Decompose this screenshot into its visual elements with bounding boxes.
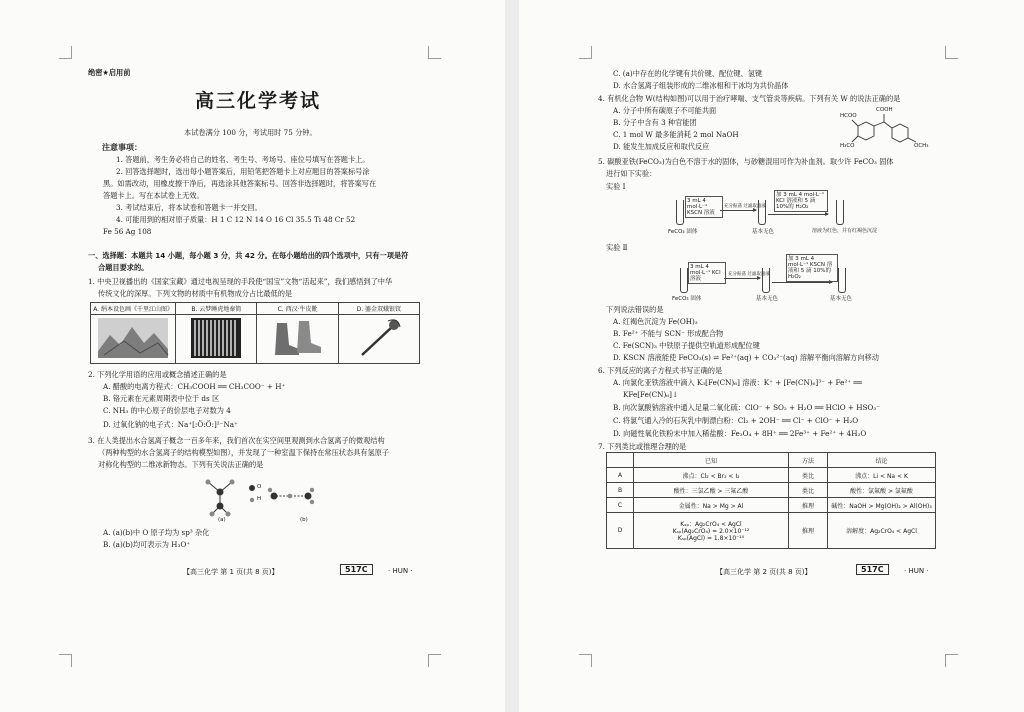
- landscape-painting-image: [91, 315, 176, 364]
- table-cell: 酸性：氯氟酸 > 氯氟酸: [828, 483, 936, 498]
- experiment-2-label: 实验 Ⅱ: [606, 243, 628, 252]
- crop-mark: [945, 654, 958, 667]
- exp2-reagent-2: 加 3 mL 4 mol·L⁻¹ KSCN 溶液和 5 滴 10%的 H₂O₂: [786, 254, 838, 282]
- table-cell: 金属性：Na > Mg > Al: [634, 498, 789, 513]
- section-1-heading-cont: 合题目要求的。: [98, 263, 149, 272]
- footer-page-info: 【高三化学 第 1 页(共 8 页)】: [183, 568, 279, 576]
- option-b-label: B. 云梦睡虎地秦简: [176, 303, 257, 315]
- question-6-option-a: A. 向氯化亚铁溶液中滴入 K₃[Fe(CN)₆] 溶液：K⁺ + [Fe(CN)₆]³⁻ + Fe²⁺ ══: [613, 378, 862, 387]
- option-c-label: C. 西汉·牛皮靴: [257, 303, 338, 315]
- question-4-option-b: B. 分子中含有 3 种官能团: [613, 118, 697, 127]
- table-cell: 沸点：Cl₂ < Br₂ < I₂: [634, 468, 789, 483]
- question-1: 1. 中央卫视播出的《国家宝藏》通过电视呈现的手段使“国宝”文物“活起来”，我们感悟到了中华: [88, 277, 393, 286]
- question-5-option-d: D. KSCN 溶液能使 FeCO₃(s) ⇌ Fe²⁺(aq) + CO₃²⁻(aq) 溶解平衡向溶解方向移动: [613, 353, 879, 362]
- intro-text: 本试卷满分 100 分，考试用时 75 分钟。: [184, 128, 317, 137]
- question-5-option-c: C. Fe(SCN)₃ 中铁原子提供空轨道形成配位键: [613, 341, 760, 350]
- footer-code-text: 517C: [856, 564, 889, 575]
- question-7: 7. 下列类比或推理合理的是: [598, 442, 687, 451]
- question-5-option-b: B. Fe²⁺ 不能与 SCN⁻ 形成配合物: [613, 329, 724, 338]
- table-row: [607, 498, 936, 513]
- exp2-arrow: [724, 278, 760, 279]
- test-tube: [838, 268, 846, 293]
- table-cell: 沸点：Li < Na < K: [828, 468, 936, 483]
- crop-mark: [428, 46, 441, 59]
- question-1-options-table: [90, 302, 420, 364]
- table-cell-multi: [634, 513, 789, 549]
- question-2-option-d: D. 过氧化钠的电子式：Na⁺[:Ö:Ö:]²⁻Na⁺: [103, 420, 238, 429]
- exp1-arrow: [720, 210, 756, 211]
- table-cell: A: [607, 468, 634, 483]
- figure-b-label: (b): [300, 517, 308, 523]
- crop-mark: [59, 46, 72, 59]
- experiment-1-label: 实验 Ⅰ: [606, 182, 626, 191]
- table-cell: B: [607, 483, 634, 498]
- exp1-reagent-1: 3 mL 4 mol·L⁻¹ KSCN 溶液: [685, 196, 723, 218]
- question-1-cont: 传统文化的深厚。下列文物的材质中有机物成分占比最低的是: [98, 289, 293, 298]
- question-5-option-a: A. 红褐色沉淀为 Fe(OH)₃: [613, 317, 698, 326]
- hydronium-structure-diagram: [190, 472, 340, 524]
- notice-2: 2. 回答选择题时，选出每小题答案后，用铅笔把答题卡上对应题目的答案标号涂: [116, 167, 370, 176]
- table-cell: 碱性：NaOH > Mg(OH)₂ > Al(OH)₃: [828, 498, 936, 513]
- crop-mark: [59, 654, 72, 667]
- exam-page-1: [0, 0, 505, 712]
- question-6-option-c: C. 将氯气通入冷的石灰乳中制漂白粉：Cl₂ + 2OH⁻ ══ Cl⁻ + ClO⁻ + H₂O: [613, 416, 859, 425]
- table-cell: 酸性：三氯乙酸 > 三氟乙酸: [634, 483, 789, 498]
- cooh-group: COOH: [876, 107, 893, 113]
- question-3-option-b: B. (a)(b)均可表示为 H₃O⁺: [103, 540, 191, 549]
- table-row: [607, 468, 936, 483]
- exp2-label-colorless: 基本无色: [756, 296, 779, 302]
- table-header-row: [607, 453, 936, 468]
- notice-heading: 注意事项：: [102, 143, 142, 152]
- table-row: [607, 513, 936, 549]
- question-2: 2. 下列化学用语的应用或概念描述正确的是: [88, 370, 227, 379]
- table-header: 结论: [828, 453, 936, 468]
- crop-mark: [579, 46, 592, 59]
- table-header: 方法: [789, 453, 828, 468]
- question-3-option-d: D. 水合氢离子组装形成的二维冰相和干冰均为共价晶体: [613, 81, 789, 90]
- test-tube: [680, 268, 688, 293]
- question-3-cont: （两种构型的水合氢离子的结构模型如图），并发现了一种室温下保持在常压状态具有氢原子: [98, 448, 390, 457]
- table-cell-line: Kₛₚ：Ag₂CrO₄ < AgCl: [680, 521, 742, 528]
- notice-2-cont: 答题卡上。写在本试卷上无效。: [103, 191, 204, 200]
- legend-hydrogen: H: [257, 496, 262, 502]
- secret-label: 绝密★启用前: [88, 68, 131, 77]
- crop-mark: [579, 654, 592, 667]
- exam-title: 高三化学考试: [195, 90, 322, 112]
- question-3-option-c: C. (a)中存在的化学键有共价键、配位键、氢键: [613, 69, 763, 78]
- exp2-label-solid: FeCO₃ 固体: [672, 296, 702, 302]
- och3-group: OCH₃: [914, 143, 929, 149]
- question-6-option-b: B. 向次氯酸钠溶液中通入足量二氧化硫：ClO⁻ + SO₂ + H₂O ══ HClO + HSO₃⁻: [613, 403, 880, 412]
- question-6-option-a-cont: KFe[Fe(CN)₆]↓: [623, 390, 678, 399]
- table-cell: 类比: [789, 468, 828, 483]
- exp1-label-colorless: 基本无色: [752, 229, 775, 235]
- test-tube: [676, 200, 684, 225]
- notice-4-cont: Fe 56 Ag 108: [103, 227, 152, 236]
- h3co-group: H₃CO: [840, 143, 855, 149]
- exp1-label-solid: FeCO₃ 固体: [668, 229, 698, 235]
- footer-region: · HUN ·: [388, 567, 413, 575]
- footer-code-text: 517C: [340, 564, 373, 575]
- table-cell-line: Kₛₚ(AgCl) = 1.8×10⁻¹⁰: [677, 535, 745, 542]
- question-3-cont: 对称化构型的二维冰新物态。下列有关说法正确的是: [98, 460, 264, 469]
- exp1-reagent-2: 加 3 mL 4 mol·L⁻¹ KCl 溶液和 5 滴 10%的 H₂O₂: [774, 190, 828, 212]
- question-5-stem: 下列说法错误的是: [606, 305, 664, 314]
- question-4-option-d: D. 能发生加成反应和取代反应: [613, 142, 710, 151]
- table-cell: 推理: [789, 498, 828, 513]
- question-4-option-a: A. 分子中所有碳原子不可能共面: [613, 106, 717, 115]
- question-2-option-c: C. NH₃ 的中心原子的价层电子对数为 4: [103, 406, 231, 415]
- footer-code: [340, 565, 373, 574]
- option-d-label: D. 鎏金双蛾银钗: [338, 303, 419, 315]
- legend-oxygen: O: [257, 484, 262, 490]
- hcoo-group: HCOO: [840, 113, 857, 119]
- table-cell-line: Kₛₚ(Ag₂CrO₄) = 2.0×10⁻¹²: [672, 528, 750, 535]
- table-header: [607, 453, 634, 468]
- footer-code: [856, 565, 889, 574]
- table-cell: 推理: [789, 513, 828, 549]
- exp2-arrow: [772, 282, 832, 283]
- table-header: 已知: [634, 453, 789, 468]
- question-4: 4. 有机化合物 W(结构如图)可以用于治疗哮喘、支气管炎等疾病。下列有关 W 的说法正确的是: [598, 94, 901, 103]
- table-cell: D: [607, 513, 634, 549]
- crop-mark: [945, 46, 958, 59]
- exp2-reagent-1: 3 mL 4 mol·L⁻¹ KCl 溶液: [688, 262, 726, 284]
- question-6-option-d: D. 向磁性氧化铁粉末中加入稀盐酸：Fe₃O₄ + 8H⁺ ══ 2Fe³⁺ + Fe²⁺ + 4H₂O: [613, 429, 867, 438]
- leather-boots-image: [257, 315, 338, 364]
- exp2-arrow-label: 充分振荡 过滤取滤液: [728, 272, 770, 277]
- table-cell: 类比: [789, 483, 828, 498]
- crop-mark: [428, 654, 441, 667]
- question-5: 5. 碳酸亚铁(FeCO₃)为白色不溶于水的固体，与砂糖混用可作为补血剂。取少许 FeCO₃ 固体: [598, 157, 894, 166]
- table-row: [607, 483, 936, 498]
- question-3-option-a: A. (a)(b)中 O 原子均为 sp³ 杂化: [103, 528, 210, 537]
- question-7-table: [606, 452, 936, 549]
- exp1-arrow-label: 充分振荡 过滤取滤液: [724, 204, 766, 209]
- test-tube: [758, 200, 766, 225]
- footer-region: · HUN ·: [904, 567, 929, 575]
- option-a-label: A. 绢本设色画《千里江山图》: [91, 303, 176, 315]
- test-tube: [836, 200, 844, 225]
- question-2-option-a: A. 醋酸的电离方程式：CH₃COOH ══ CH₃COO⁻ + H⁺: [103, 382, 286, 391]
- exp2-label-result: 基本无色: [830, 296, 853, 302]
- exp1-arrow: [768, 214, 828, 215]
- silver-hairpin-image: [338, 315, 419, 364]
- question-5-cont: 进行如下实验：: [606, 169, 657, 178]
- question-4-option-c: C. 1 mol W 最多能消耗 2 mol NaOH: [613, 130, 739, 139]
- test-tube: [762, 268, 770, 293]
- notice-2-cont: 黑。如需改动，用橡皮擦干净后，再选涂其他答案标号。回答非选择题时，将答案写在: [103, 179, 377, 188]
- table-cell: C: [607, 498, 634, 513]
- exp1-label-result: 溶液为红色，并有红褐色沉淀: [812, 228, 878, 234]
- bamboo-slips-image: [176, 315, 257, 364]
- notice-3: 3. 考试结束后，将本试卷和答题卡一并交回。: [116, 203, 262, 212]
- question-2-option-b: B. 铬元素在元素周期表中位于 ds 区: [103, 394, 220, 403]
- table-cell: 溶解度：Ag₂CrO₄ < AgCl: [828, 513, 936, 549]
- footer-page-info: 【高三化学 第 2 页(共 8 页)】: [716, 568, 812, 576]
- notice-1: 1. 答题前，考生务必将自己的姓名、考生号、考场号、座位号填写在答题卡上。: [116, 155, 370, 164]
- section-1-heading: 一、选择题：本题共 14 小题，每小题 3 分，共 42 分。在每小题给出的四个选项中，只有一项是符: [88, 251, 409, 260]
- figure-a-label: (a): [218, 517, 226, 523]
- question-6: 6. 下列反应的离子方程式书写正确的是: [598, 366, 723, 375]
- question-3: 3. 在人类提出水合氢离子概念一百多年来，我们首次在实空间里观测到水合氢离子的微观结构: [88, 436, 385, 445]
- notice-4: 4. 可能用到的相对原子质量：H 1 C 12 N 14 O 16 Cl 35.5 Ti 48 Cr 52: [116, 215, 356, 224]
